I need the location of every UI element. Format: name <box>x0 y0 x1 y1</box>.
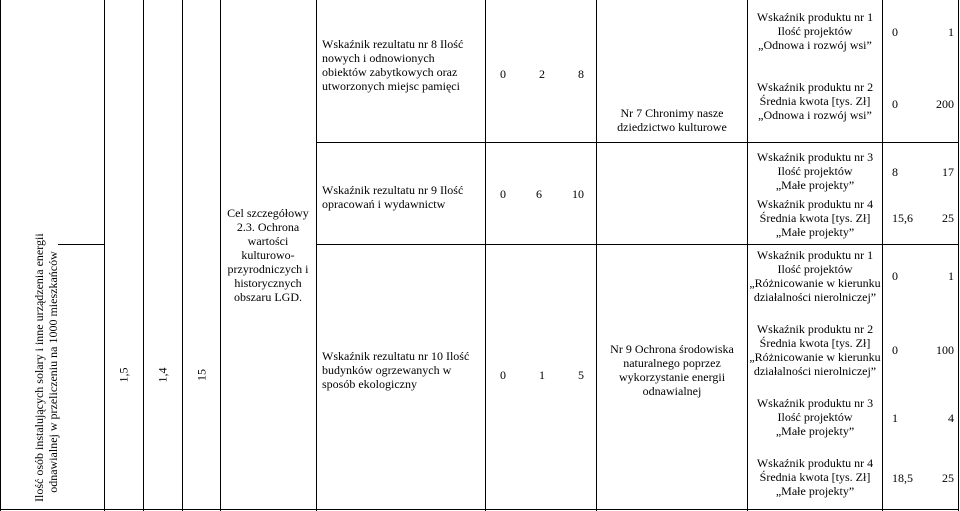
result-indicator-10: Wskaźnik rezultatu nr 10 Ilość budynków ogrzewanych w sposób ekologiczny <box>322 349 470 391</box>
product-value-target: 17 <box>942 165 954 179</box>
row-divider <box>58 244 105 245</box>
product-number: Wskaźnik produktu nr 3 <box>756 150 874 164</box>
product-number: Wskaźnik produktu nr 1 <box>756 248 874 262</box>
product-scope: „Małe projekty” <box>775 178 855 192</box>
product-value-target: 200 <box>936 97 954 111</box>
col-divider <box>882 0 883 511</box>
value-baseline: 1,5 <box>116 367 131 383</box>
product-values <box>892 342 954 358</box>
product-measure: Średnia kwota [tys. Zł] <box>759 211 871 225</box>
result-values <box>492 186 592 202</box>
result-value-baseline: 0 <box>500 368 506 382</box>
col-divider <box>104 0 105 511</box>
result-value-mid: 1 <box>539 368 545 382</box>
product-value-baseline: 1 <box>892 411 898 425</box>
result-value-target: 8 <box>578 67 584 81</box>
product-value-baseline: 8 <box>892 165 898 179</box>
border-right <box>958 0 959 511</box>
product-measure: Ilość projektów <box>777 164 853 178</box>
product-number: Wskaźnik produktu nr 2 <box>756 322 874 336</box>
product-value-baseline: 0 <box>892 269 898 283</box>
product-indicator <box>748 322 882 378</box>
value-midterm: 1,4 <box>155 367 170 383</box>
col-divider <box>220 0 221 511</box>
product-indicator <box>748 80 882 122</box>
product-value-target: 25 <box>942 471 954 485</box>
product-values <box>892 210 954 226</box>
result-value-baseline: 0 <box>500 67 506 81</box>
product-scope: „Odnowa i rozwój wsi” <box>758 108 872 122</box>
result-value-mid: 6 <box>536 187 542 201</box>
product-indicator <box>748 456 882 498</box>
specific-goal: Cel szczegółowy 2.3. Ochrona wartości kulturowo-przyrodniczych i historycznych obszaru LGD. <box>227 206 309 304</box>
product-values <box>892 164 954 180</box>
product-number: Wskaźnik produktu nr 4 <box>756 197 874 211</box>
product-scope-cont: działalności nierolniczej” <box>753 290 877 304</box>
value-target: 15 <box>194 369 209 381</box>
product-indicator <box>748 197 882 239</box>
product-value-target: 1 <box>948 269 954 283</box>
product-measure: Ilość projektów <box>777 410 853 424</box>
product-values <box>892 470 954 486</box>
project-9: Nr 9 Ochrona środowiska naturalnego poprzez wykorzystanie energii odnawialnej <box>610 342 734 398</box>
product-scope: „Różnicowanie w kierunku <box>749 276 881 290</box>
product-number: Wskaźnik produktu nr 2 <box>756 80 874 94</box>
product-value-target: 4 <box>948 411 954 425</box>
product-values <box>892 410 954 426</box>
col-divider <box>485 0 486 511</box>
product-scope: „Małe projekty” <box>775 424 855 438</box>
row-divider <box>316 244 959 245</box>
product-value-baseline: 0 <box>892 25 898 39</box>
border-bottom <box>0 509 959 510</box>
result-indicator-9: Wskaźnik rezultatu nr 9 Ilość opracowań i wydawnictw <box>322 183 464 211</box>
product-number: Wskaźnik produktu nr 1 <box>756 10 874 24</box>
indicator-line-1: Ilość osób instalujących solary i inne urządzenia energii <box>32 233 46 502</box>
col-divider <box>596 0 597 511</box>
result-value-baseline: 0 <box>500 187 506 201</box>
product-value-target: 1 <box>948 25 954 39</box>
product-number: Wskaźnik produktu nr 4 <box>756 456 874 470</box>
product-value-baseline: 15,6 <box>892 211 913 225</box>
product-value-target: 25 <box>942 211 954 225</box>
col-divider <box>182 0 183 511</box>
result-value-mid: 2 <box>539 67 545 81</box>
product-scope: „Małe projekty” <box>775 484 855 498</box>
product-measure: Ilość projektów <box>777 24 853 38</box>
result-values <box>492 367 592 383</box>
result-value-target: 5 <box>578 368 584 382</box>
indicator-vertical-text <box>32 233 64 502</box>
product-value-baseline: 0 <box>892 97 898 111</box>
product-scope-cont: działalności nierolniczej” <box>753 364 877 378</box>
col-divider <box>143 0 144 511</box>
product-number: Wskaźnik produktu nr 3 <box>756 396 874 410</box>
product-measure: Średnia kwota [tys. Zł] <box>759 336 871 350</box>
project-7: Nr 7 Chronimy nasze dziedzictwo kulturowe <box>617 106 727 134</box>
product-scope: „Różnicowanie w kierunku <box>749 350 881 364</box>
product-value-baseline: 18,5 <box>892 471 913 485</box>
result-value-target: 10 <box>572 187 584 201</box>
product-value-target: 100 <box>936 343 954 357</box>
product-values <box>892 24 954 40</box>
product-values <box>892 96 954 112</box>
product-measure: Ilość projektów <box>777 262 853 276</box>
product-indicator <box>748 396 882 438</box>
col-divider <box>316 0 317 511</box>
product-indicator <box>748 10 882 52</box>
product-indicator <box>748 248 882 304</box>
border-left <box>0 0 1 511</box>
product-scope: „Małe projekty” <box>775 225 855 239</box>
product-values <box>892 268 954 284</box>
result-indicator-8: Wskaźnik rezultatu nr 8 Ilość nowych i odnowionych obiektów zabytkowych oraz utworzonych miejsc pamięci <box>322 37 464 93</box>
product-value-baseline: 0 <box>892 343 898 357</box>
indicator-line-2: odnawialnej w przeliczeniu na 1000 mieszkańców <box>46 251 60 493</box>
product-measure: Średnia kwota [tys. Zł] <box>759 94 871 108</box>
product-scope: „Odnowa i rozwój wsi” <box>758 38 872 52</box>
product-indicator <box>748 150 882 192</box>
result-values <box>492 66 592 82</box>
product-measure: Średnia kwota [tys. Zł] <box>759 470 871 484</box>
